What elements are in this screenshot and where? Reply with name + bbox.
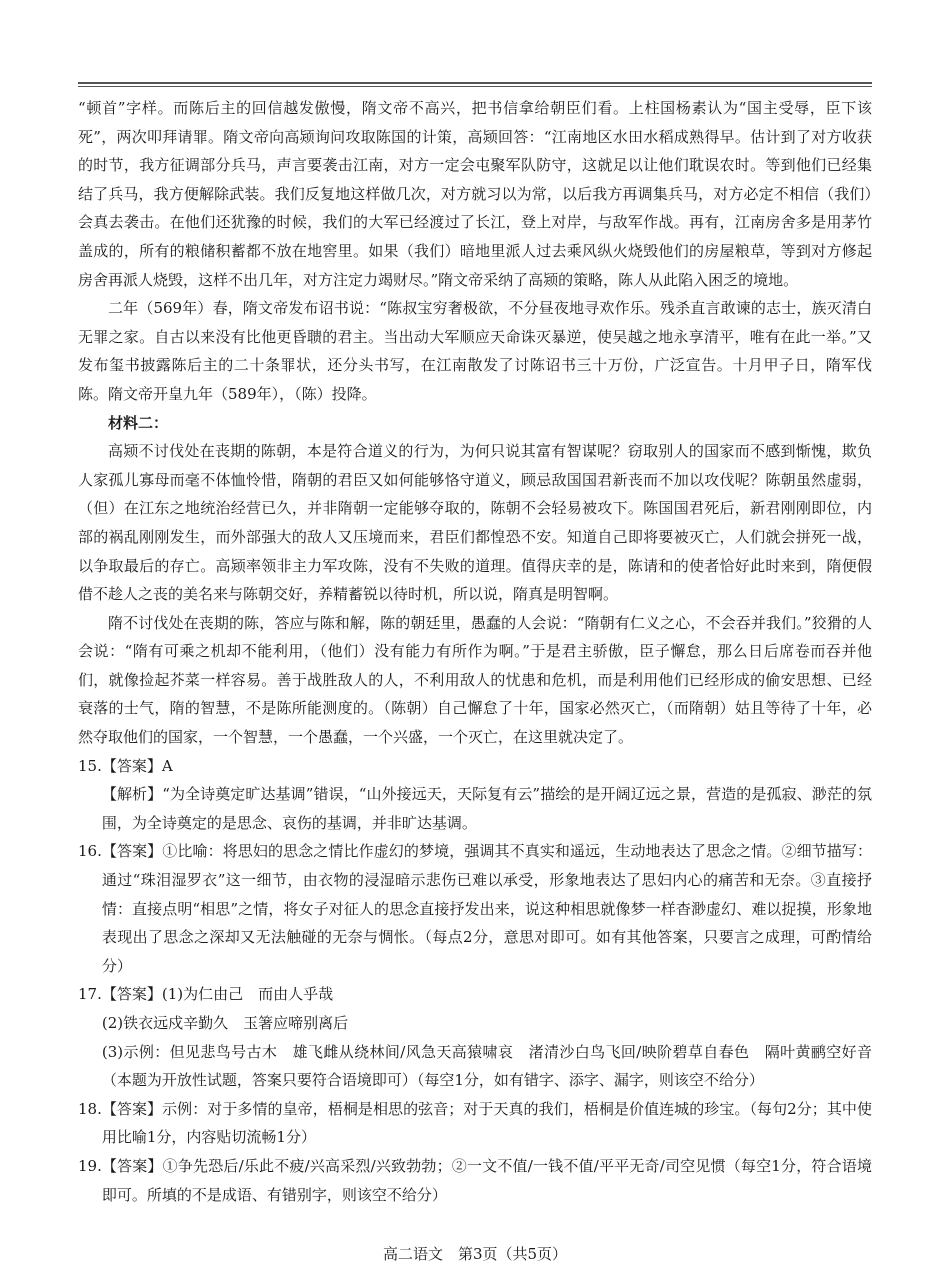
answer-19 xyxy=(78,1152,872,1209)
answer-line: 【答案】①争先恐后/乐此不疲/兴高采烈/兴致勃勃；②一文不值/一钱不值/平平无奇/司空见惯（每空1分，符合语境即可。所填的不是成语、有错别字，则该空不给分） xyxy=(101,1156,872,1204)
answer-15 xyxy=(78,752,872,838)
passage-paragraph-4: 隋不讨伐处在丧期的陈，答应与陈和解，陈的朝廷里，愚蠢的人会说：“隋朝有仁义之心，不会吞并我们。”狡猾的人会说：“隋有可乘之机却不能利用，（他们）没有能力有所作为啊。”于是君主骄傲，臣子懈怠，那么日后席卷而吞并他们，就像捡起芥菜一样容易。善于战胜敌人的人，不利用敌人的忧患和危机，而是利用他们已经形成的偷安思想、已经衰落的士气，隋的智慧，不是陈所能测度的。（陈朝）自己懈怠了十年，国家必然灭亡，（而隋朝）姑且等待了十年，必然夺取他们的国家，一个智慧，一个愚蠢，一个兴盛，一个灭亡，在这里就决定了。 xyxy=(78,613,872,747)
header-rule-thick xyxy=(78,82,872,84)
analysis-line: 【解析】“为全诗奠定旷达基调”错误，“山外接远天，天际复有云”描绘的是开阔辽远之景，营造的是孤寂、渺茫的氛围，为全诗奠定的是思念、哀伤的基调，并非旷达基调。 xyxy=(101,785,872,832)
material-two-heading: 材料二： xyxy=(108,413,169,432)
passage-paragraph-2: 二年（569年）春，隋文帝发布诏书说：“陈叔宝穷奢极欲，不分昼夜地寻欢作乐。残杀直言敢谏的志士，族灭清白无罪之家。自古以来没有比他更昏聩的君主。当出动大军顺应天命诛灭暴逆，使吴越之地永享清平，唯有在此一举。”又发布玺书披露陈后主的二十条罪状，还分头书写，在江南散发了讨陈诏书三十万份，广泛宣告。十月甲子日，隋军伐陈。隋文帝开皇九年（589年），（陈）投降。 xyxy=(78,299,872,403)
passage-paragraph-3: 高颎不讨伐处在丧期的陈朝，本是符合道义的行为，为何只说其富有智谋呢？窃取别人的国家而不感到惭愧，欺负人家孤儿寡母而毫不体恤怜惜，隋朝的君臣又如何能够恪守道义，顾忌敌国国君新丧而不加以攻伐呢？陈朝虽然虚弱，（但）在江东之地统治经营已久，并非隋朝一定能够夺取的，陈朝不会轻易被攻下。陈国国君死后，新君刚刚即位，内部的祸乱刚刚发生，而外部强大的敌人又压境而来，君臣们都惶恐不安。知道自己即将要被灭亡，人们就会拼死一战，以争取最后的存亡。高颎率领非主力军攻陈，没有不失败的道理。值得庆幸的是，陈请和的使者恰好此时来到，隋便假借不趁人之丧的美名来与陈朝交好，养精蓄锐以待时机，所以说，隋真是明智啊。 xyxy=(78,442,872,604)
answer-16 xyxy=(78,837,872,980)
answer-line: (2)铁衣远戍辛勤久 玉箸应啼别离后 xyxy=(101,1014,349,1032)
passage-paragraph-1: “顿首”字样。而陈后主的回信越发傲慢，隋文帝不高兴，把书信拿给朝臣们看。上柱国杨素认为“国主受辱，臣下该死”，两次叩拜请罪。隋文帝向高颎询问攻取陈国的计策，高颎回答：“江南地区水田水稻成熟得早。估计到了对方收获的时节，我方征调部分兵马，声言要袭击江南，对方一定会屯聚军队防守，这就足以让他们耽误农时。等到他们已经集结了兵马，我方便解除武装。我们反复地这样做几次，对方就习以为常，以后我方再调集兵马，对方必定不相信（我们）会真去袭击。在他们还犹豫的时候，我们的大军已经渡过了长江，登上对岸，与敌军作战。再有，江南房舍多是用茅竹盖成的，所有的粮储积蓄都不放在地窖里。如果（我们）暗地里派人过去乘风纵火烧毁他们的房屋粮草，等到对方修起房舍再派人烧毁，这样不出几年，对方注定力竭财尽。”隋文帝采纳了高颎的策略，陈人从此陷入困乏的境地。 xyxy=(78,99,872,289)
answer-line: 【答案】①比喻：将思妇的思念之情比作虚幻的梦境，强调其不真实和遥远，生动地表达了思念之情。②细节描写：通过“珠泪湿罗衣”这一细节，由衣物的浸湿暗示悲伤已难以承受，形象地表达了思妇内心的痛苦和无奈。③直接抒情：直接点明“相思”之情，将女子对征人的思念直接抒发出来，说这种相思就像梦一样杳渺虚幻、难以捉摸，形象地表现出了思念之深却又无法触碰的无奈与惆怅。（每点2分，意思对即可。如有其他答案，只要言之成理，可酌情给分） xyxy=(101,842,872,975)
question-number: 19. xyxy=(78,1156,102,1175)
answer-line: 【答案】A xyxy=(101,756,173,775)
answer-line: 【答案】(1)为仁由己 而由人乎哉 xyxy=(101,985,334,1004)
question-number: 17. xyxy=(78,985,102,1004)
answer-line: (3)示例：但见悲鸟号古木 雄飞雌从绕林间/风急天高猿啸哀 渚清沙白鸟飞回/映阶碧草自春色 隔叶黄鹂空好音（本题为开放性试题，答案只要符合语境即可）（每空1分，如有错字、添字、漏字，则该空不给分） xyxy=(101,1042,872,1090)
question-number: 18. xyxy=(78,1099,102,1118)
header-rule-thin xyxy=(78,86,872,87)
answer-17 xyxy=(78,980,872,1094)
page-content xyxy=(78,94,872,1209)
answer-18 xyxy=(78,1095,872,1152)
question-number: 16. xyxy=(78,842,102,861)
page-footer: 高二语文 第3页（共5页） xyxy=(382,1245,568,1263)
answer-line: 【答案】示例：对于多情的皇帝，梧桐是相思的弦音；对于天真的我们，梧桐是价值连城的珍宝。（每句2分；其中使用比喻1分，内容贴切流畅1分） xyxy=(101,1099,872,1147)
question-number: 15. xyxy=(78,756,102,775)
